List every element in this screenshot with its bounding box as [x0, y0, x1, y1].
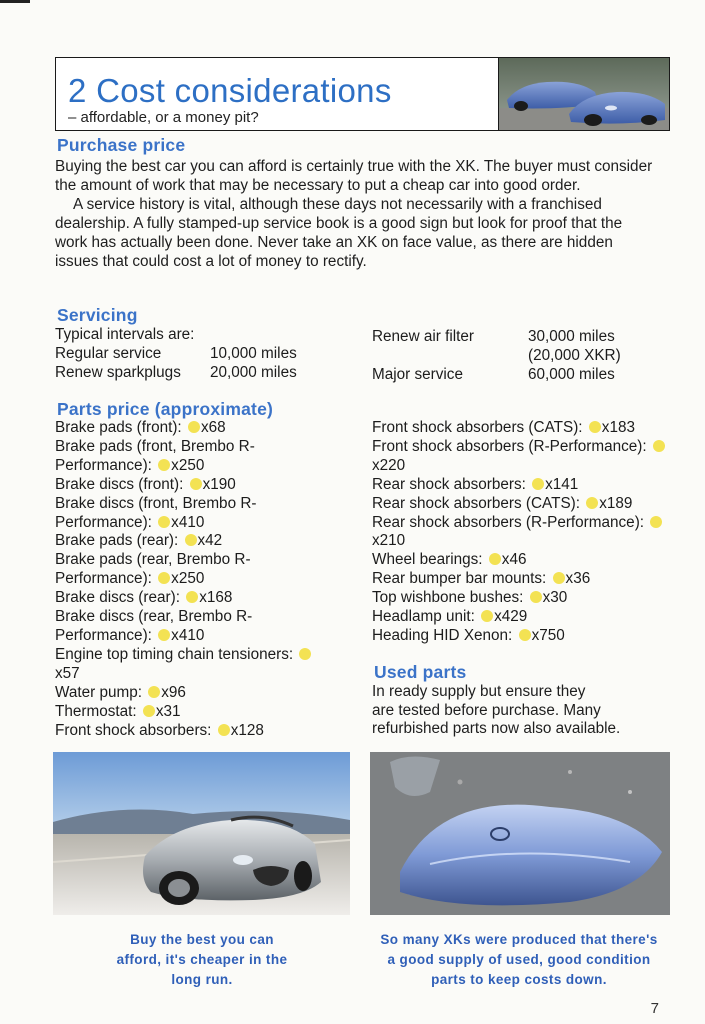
header-cars-photo [498, 58, 669, 130]
parts-price-heading: Parts price (approximate) [57, 399, 274, 419]
parts-price-item [55, 438, 317, 476]
pound-coin-icon [553, 572, 565, 584]
chapter-title: 2 Cost considerations [68, 72, 392, 109]
parts-price-item [55, 476, 317, 495]
parts-price-item [55, 608, 317, 646]
pound-coin-icon [530, 591, 542, 603]
pound-coin-icon [218, 724, 230, 736]
pound-coin-icon [148, 686, 160, 698]
parts-price-item [372, 608, 672, 627]
parts-price-item [372, 551, 672, 570]
pound-coin-icon [586, 497, 598, 509]
parts-price-list-left [55, 419, 317, 740]
used-parts-heading: Used parts [374, 662, 467, 682]
pound-coin-icon [158, 516, 170, 528]
caption-line: a good supply of used, good condition [387, 952, 651, 967]
part-label: Brake discs (rear): [55, 589, 180, 607]
parts-price-item [372, 419, 672, 438]
caption-line: parts to keep costs down. [431, 972, 607, 987]
part-price: x168 [199, 589, 233, 607]
part-label: Brake pads (front): [55, 419, 182, 436]
part-label: Top wishbone bushes: [372, 589, 524, 607]
caption-line: Buy the best you can [130, 932, 274, 947]
page-number: 7 [650, 1000, 659, 1017]
part-label: Brake pads (front, Brembo R-Performance): [55, 437, 255, 474]
part-price: x183 [601, 419, 635, 436]
service-item-label: Regular service [55, 345, 162, 362]
pound-coin-icon [519, 629, 531, 641]
part-price: x36 [565, 570, 591, 588]
part-price: x750 [531, 626, 565, 644]
parts-price-item [55, 495, 317, 533]
part-price: x190 [202, 475, 236, 493]
service-item-label: Renew air filter [372, 328, 475, 345]
chapter-subtitle: – affordable, or a money pit? [68, 109, 259, 126]
parts-price-item [372, 589, 672, 608]
part-label: Brake discs (rear, Brembo R-Performance): [55, 608, 253, 644]
part-label: Engine top timing chain tensioners: [55, 645, 294, 663]
pound-coin-icon [589, 421, 601, 433]
servicing-intro: Typical intervals are: [55, 326, 195, 343]
parts-price-item [372, 627, 672, 646]
part-price: x46 [501, 551, 527, 569]
parts-price-item [372, 514, 672, 552]
pound-coin-icon [481, 610, 493, 622]
used-parts-line: In ready supply but ensure they [372, 683, 586, 700]
pound-coin-icon [299, 648, 311, 660]
part-price: x220 [372, 456, 406, 474]
service-item-value: 10,000 miles [210, 345, 297, 362]
parts-price-item [372, 570, 672, 589]
parts-price-item [55, 589, 317, 608]
pound-coin-icon [650, 516, 662, 528]
part-price: x250 [171, 456, 205, 474]
parts-price-item [372, 438, 672, 476]
convertible-car-photo [53, 752, 350, 915]
pound-coin-icon [532, 478, 544, 490]
used-parts-line: refurbished parts now also available. [372, 720, 621, 737]
service-item-value: 20,000 miles [210, 364, 297, 381]
caption-line: afford, it's cheaper in the [116, 952, 288, 967]
part-price: x57 [55, 664, 80, 682]
pound-coin-icon [158, 629, 170, 641]
part-price: x141 [545, 475, 579, 493]
part-price: x30 [542, 589, 568, 607]
parts-price-item [55, 684, 317, 703]
part-price: x96 [161, 683, 186, 701]
part-label: Brake pads (rear, Brembo R-Performance): [55, 551, 251, 588]
part-label: Thermostat: [55, 702, 137, 720]
pound-coin-icon [185, 534, 197, 546]
service-item-label: Major service [372, 366, 463, 383]
parts-price-item [372, 476, 672, 495]
part-price: x429 [494, 608, 528, 626]
part-label: Front shock absorbers (R-Performance): [372, 437, 647, 455]
pound-coin-icon [188, 421, 200, 433]
part-label: Rear bumper bar mounts: [372, 570, 547, 588]
caption-line: So many XKs were produced that there's [380, 932, 658, 947]
parts-price-item [55, 703, 317, 722]
part-label: Brake discs (front, Brembo R-Performance): [55, 494, 257, 531]
servicing-heading: Servicing [57, 305, 138, 325]
parts-price-item [55, 532, 317, 551]
part-label: Rear shock absorbers (R-Performance): [372, 513, 645, 531]
pound-coin-icon [158, 459, 170, 471]
pound-coin-icon [186, 591, 198, 603]
part-label: Wheel bearings: [372, 551, 483, 569]
part-price: x128 [230, 721, 264, 739]
part-label: Heading HID Xenon: [372, 626, 513, 644]
purchase-paragraph-1: Buying the best car you can afford is certainly true with the XK. The buyer must consider the amount of work that may be necessary to put a cheap car into good order. [55, 158, 653, 194]
used-parts-line: are tested before purchase. Many [372, 701, 601, 719]
parts-price-item [55, 722, 317, 741]
used-parts-text [372, 683, 672, 739]
parts-price-item [55, 551, 317, 589]
parts-price-item [55, 646, 317, 684]
pound-coin-icon [158, 572, 170, 584]
top-rule [0, 0, 30, 3]
service-item-value: 60,000 miles [528, 366, 615, 383]
service-item-label: Renew sparkplugs [55, 364, 181, 381]
caption-line: long run. [171, 972, 233, 987]
parts-price-list-right [372, 419, 672, 646]
parts-price-item [55, 419, 317, 438]
part-price: x68 [200, 419, 226, 436]
pound-coin-icon [190, 478, 202, 490]
purchase-paragraph-2: A service history is vital, although these days not necessarily with a franchised dealership. A fully stamped-up service book is a good sign but look for proof that the work has actually been done. Never take an XK on face value, as there are hidden issues that could cost a lot of money to rectify. [55, 196, 623, 270]
purchase-price-text [55, 157, 655, 271]
chapter-header [55, 57, 670, 131]
pound-coin-icon [489, 553, 501, 565]
service-item-note: (20,000 XKR) [528, 347, 621, 364]
part-label: Brake pads (rear): [55, 532, 179, 550]
left-photo-caption [58, 930, 346, 990]
part-price: x42 [197, 532, 223, 550]
part-price: x189 [599, 494, 633, 512]
part-label: Front shock absorbers: [55, 721, 212, 739]
pound-coin-icon [143, 705, 155, 717]
pound-coin-icon [653, 440, 665, 452]
service-item-value: 30,000 miles [528, 328, 615, 345]
part-label: Rear shock absorbers: [372, 475, 526, 493]
part-price: x210 [372, 532, 406, 550]
used-parts-photo [370, 752, 670, 915]
part-label: Front shock absorbers (CATS): [372, 419, 583, 436]
part-price: x31 [155, 702, 181, 720]
right-photo-caption [364, 930, 674, 990]
part-price: x410 [171, 626, 205, 644]
part-label: Headlamp unit: [372, 608, 475, 626]
part-label: Water pump: [55, 683, 142, 701]
part-label: Rear shock absorbers (CATS): [372, 494, 580, 512]
parts-price-item [372, 495, 672, 514]
purchase-price-heading: Purchase price [57, 135, 186, 155]
part-price: x410 [171, 513, 205, 531]
part-label: Brake discs (front): [55, 475, 184, 493]
part-price: x250 [171, 570, 205, 588]
